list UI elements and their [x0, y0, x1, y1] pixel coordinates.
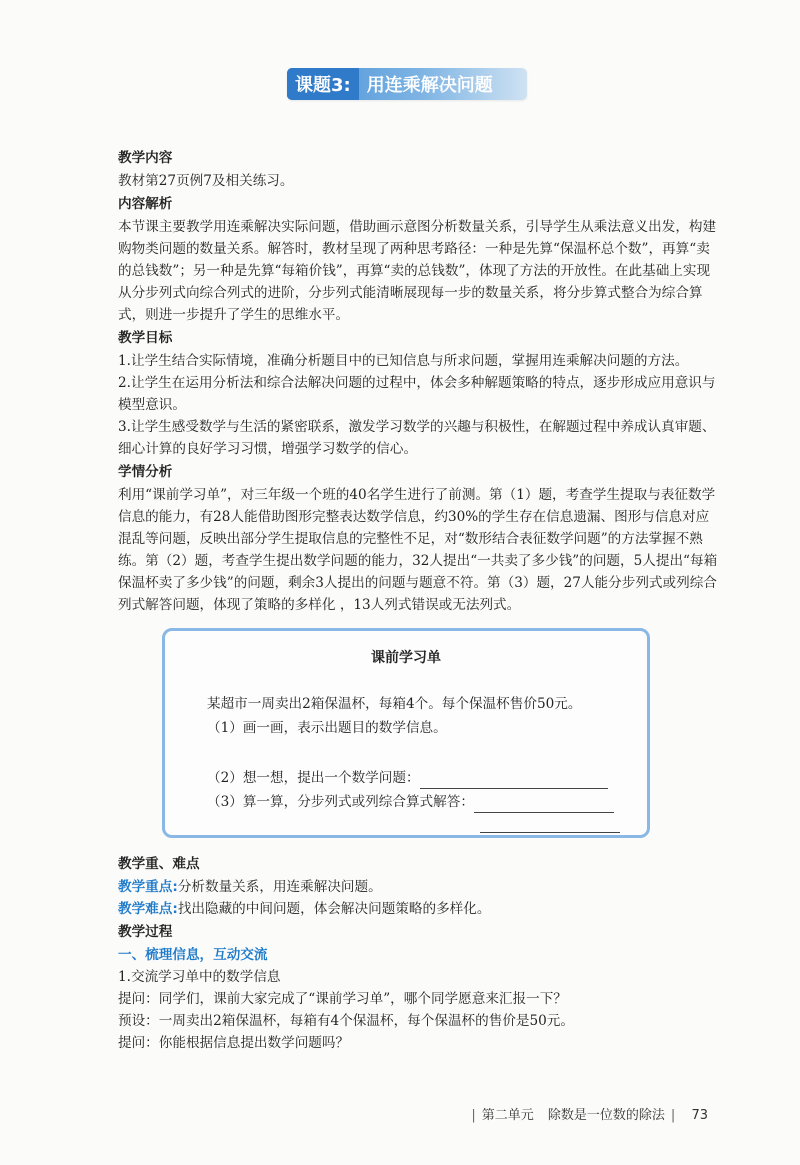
worksheet-extra-line [480, 811, 620, 833]
footer-divider: | [471, 1108, 476, 1123]
footer-unit: 第二单元 [481, 1108, 534, 1123]
pre-class-worksheet-box [162, 628, 650, 838]
heading-key-difficult: 教学重、难点 [118, 856, 200, 872]
process-line: 1.交流学习单中的数学信息 [118, 969, 281, 985]
key-point-line [118, 876, 718, 898]
process-section-title: 一、梳理信息，互动交流 [118, 947, 268, 963]
heading-content-analysis: 内容解析 [118, 196, 173, 212]
footer-divider: | [670, 1108, 676, 1123]
goal-item: 3.让学生感受数学与生活的紧密联系，激发学习数学的兴趣与积极性，在解题过程中养成认真审题、细心计算的良好学习习惯，增强学习数学的信心。 [118, 419, 716, 457]
heading-teaching-process: 教学过程 [118, 924, 173, 940]
goal-item: 2.让学生在运用分析法和综合法解决问题的过程中，体会多种解题策略的特点，逐步形成应用意识与模型意识。 [118, 375, 716, 413]
footer-chapter: 除数是一位数的除法 [547, 1108, 665, 1123]
lesson-title: 用连乘解决问题 [366, 75, 493, 96]
worksheet-intro: 某超市一周卖出2箱保温杯，每箱4个。每个保温杯售价50元。 [207, 696, 582, 712]
worksheet-question-3 [207, 791, 614, 813]
page-footer [465, 1104, 708, 1123]
worksheet-question-3-text: （3）算一算，分步列式或列综合算式解答： [207, 794, 474, 810]
teaching-content-text: 教材第27页例7及相关练习。 [118, 173, 294, 189]
process-line: 预设：一周卖出2箱保温杯，每箱有4个保温杯，每个保温杯的售价是50元。 [118, 1013, 574, 1029]
page-number: 73 [691, 1108, 708, 1123]
key-point-text: 分析数量关系，用连乘解决问题。 [177, 879, 382, 895]
lesson-number-tag: 课题3: [287, 68, 359, 100]
answer-blank [480, 818, 620, 833]
worksheet-question-1: （1）画一画，表示出题目的数学信息。 [207, 720, 447, 736]
worksheet-question-2 [207, 767, 608, 789]
content-analysis-text: 本节课主要教学用连乘解决实际问题，借助画示意图分析数量关系，引导学生从乘法意义出发，构建购物类问题的数量关系。解答时，教材呈现了两种思考路径：一种是先算“保温杯总个数”，再算“卖的总钱数”；另一种是先算“每箱价钱”，再算“卖的总钱数”，体现了方法的开放性。在此基础上实现从分步列式向综合列式的进阶，分步列式能清晰展现每一步的数量关系，将分步算式整合为综合算式，则进一步提升了学生的思维水平。 [118, 219, 717, 323]
process-line: 提问：你能根据信息提出数学问题吗？ [118, 1035, 350, 1051]
heading-learner-analysis: 学情分析 [118, 464, 173, 480]
difficult-point-label: 教学难点: [118, 901, 178, 917]
difficult-point-line [118, 898, 718, 920]
difficult-point-text: 找出隐藏的中间问题，体会解决问题策略的多样化。 [177, 901, 491, 917]
lesson-title-banner [287, 68, 527, 100]
learner-analysis-text: 利用“课前学习单”，对三年级一个班的40名学生进行了前测。第（1）题，考查学生提取与表征数学信息的能力，有28人能借助图形完整表达数学信息，约30%的学生存在信息遗漏、图形与信息对应混乱等问题，反映出部分学生提取信息的完整性不足，对“数形结合表征数学问题”的方法掌握不熟练。第（2）题，考查学生提出数学问题的能力，32人提出“一共卖了多少钱”的问题，5人提出“每箱保温杯卖了多少钱”的问题，剩余3人提出的问题与题意不符。第（3）题，27人能分步列式或列综合列式解答问题，体现了策略的多样化 ，13人列式错误或无法列式。 [118, 487, 718, 613]
heading-teaching-goals: 教学目标 [118, 330, 173, 346]
worksheet-title: 课前学习单 [371, 650, 441, 666]
main-content [118, 146, 718, 1054]
goal-item: 1.让学生结合实际情境，准确分析题目中的已知信息与所求问题，掌握用连乘解决问题的方法。 [118, 353, 689, 369]
process-line: 提问：同学们，课前大家完成了“课前学习单”，哪个同学愿意来汇报一下？ [118, 991, 567, 1007]
answer-blank [420, 774, 608, 789]
key-point-label: 教学重点: [118, 879, 178, 895]
worksheet-question-2-text: （2）想一想，提出一个数学问题： [207, 770, 420, 786]
heading-teaching-content: 教学内容 [118, 150, 173, 166]
